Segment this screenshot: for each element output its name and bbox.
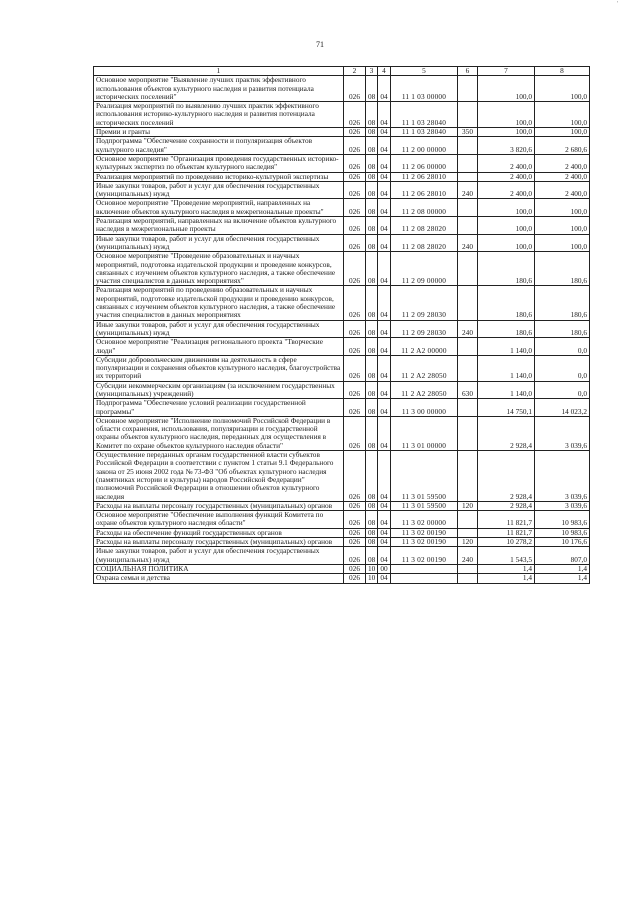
row-rz: 08 [366,355,378,381]
row-csr: 11 3 00 00000 [391,399,458,417]
row-pr: 04 [378,286,391,320]
header-col-year1: 7 [478,67,535,76]
row-csr: 11 3 02 00190 [391,538,458,547]
row-amount-year2: 180,6 [535,286,590,320]
row-amount-year2: 180,6 [535,320,590,338]
row-vr: 120 [458,501,478,510]
row-vr [458,199,478,217]
row-amount-year2: 807,0 [535,547,590,565]
row-amount-year1: 1 140,0 [478,381,535,399]
row-name: Реализация мероприятий по проведению историко-культурной экспертизы [94,172,344,181]
row-name: Подпрограмма "Обеспечение условий реализации государственной программы" [94,399,344,417]
row-vr [458,154,478,172]
header-col-pr: 4 [378,67,391,76]
row-vr [458,252,478,286]
row-rz: 08 [366,199,378,217]
row-csr: 11 2 A2 00000 [391,338,458,356]
row-grbs: 026 [344,154,366,172]
row-csr: 11 2 A2 28050 [391,381,458,399]
row-grbs: 026 [344,234,366,252]
row-grbs: 026 [344,217,366,235]
row-csr [391,574,458,583]
row-name: Охрана семьи и детства [94,574,344,583]
row-rz: 08 [366,286,378,320]
row-grbs: 026 [344,511,366,529]
row-amount-year1: 1 543,5 [478,547,535,565]
row-pr: 04 [378,234,391,252]
row-pr: 04 [378,252,391,286]
row-rz: 08 [366,501,378,510]
row-pr: 04 [378,355,391,381]
row-grbs: 026 [344,137,366,155]
row-amount-year1: 100,0 [478,128,535,137]
table-row [94,137,590,155]
row-csr: 11 1 03 28040 [391,128,458,137]
row-amount-year1: 14 750,1 [478,399,535,417]
row-amount-year1: 2 400,0 [478,172,535,181]
row-rz: 08 [366,217,378,235]
row-grbs: 026 [344,416,366,450]
row-amount-year2: 2 680,6 [535,137,590,155]
row-amount-year2: 3 039,6 [535,416,590,450]
row-csr: 11 2 09 00000 [391,252,458,286]
row-amount-year2: 0,0 [535,338,590,356]
row-name: Основное мероприятие "Исполнение полномочий Российской Федерации в области сохранения, использования, популяризации и государственной охраны объектов культурного наследия, переданных для осуществления в Комитет по охране объектов культурного наследия области" [94,416,344,450]
header-col-year2: 8 [535,67,590,76]
row-grbs: 026 [344,102,366,128]
row-pr: 04 [378,574,391,583]
row-pr: 04 [378,501,391,510]
row-vr: 240 [458,547,478,565]
row-name: Основное мероприятие "Проведение образовательных и научных мероприятий, подготовка издательской продукции и проведение конкурсов, связанных с изучением объектов культурного наследия, а также обеспечение участия специалистов в данных мероприятиях" [94,252,344,286]
row-vr [458,76,478,102]
row-pr: 04 [378,416,391,450]
row-rz: 08 [366,528,378,537]
row-rz: 08 [366,511,378,529]
row-amount-year1: 3 820,6 [478,137,535,155]
row-amount-year1: 2 400,0 [478,181,535,199]
row-pr: 04 [378,199,391,217]
row-vr: 240 [458,234,478,252]
row-grbs: 026 [344,320,366,338]
row-grbs: 026 [344,547,366,565]
row-csr: 11 2 08 28020 [391,234,458,252]
row-amount-year1: 11 821,7 [478,528,535,537]
row-amount-year2: 2 400,0 [535,154,590,172]
table-row [94,451,590,502]
row-amount-year1: 2 928,4 [478,416,535,450]
row-rz: 08 [366,76,378,102]
table-row [94,76,590,102]
row-amount-year2: 2 400,0 [535,181,590,199]
row-csr: 11 2 06 00000 [391,154,458,172]
table-row [94,199,590,217]
row-rz: 08 [366,547,378,565]
row-rz: 08 [366,538,378,547]
row-name: Основное мероприятие "Выявление лучших практик эффективного использования объектов культурного наследия и развития потенциала исторических поселений" [94,76,344,102]
row-amount-year2: 100,0 [535,217,590,235]
row-grbs: 026 [344,381,366,399]
row-grbs: 026 [344,538,366,547]
row-grbs: 026 [344,338,366,356]
row-csr: 11 1 03 00000 [391,76,458,102]
row-amount-year1: 180,6 [478,252,535,286]
row-vr [458,338,478,356]
table-row [94,320,590,338]
row-amount-year1: 10 278,2 [478,538,535,547]
row-grbs: 026 [344,76,366,102]
row-name: Расходы на выплаты персоналу государственных (муниципальных) органов [94,501,344,510]
row-grbs: 026 [344,252,366,286]
row-amount-year2: 100,0 [535,76,590,102]
table-row [94,564,590,573]
row-amount-year2: 0,0 [535,381,590,399]
header-row [94,67,590,76]
row-rz: 08 [366,234,378,252]
row-amount-year2: 100,0 [535,102,590,128]
row-amount-year1: 180,6 [478,320,535,338]
row-pr: 04 [378,511,391,529]
row-name: Субсидии некоммерческим организациям (за исключением государственных (муниципальных) учреждений) [94,381,344,399]
table-row [94,252,590,286]
row-csr: 11 2 08 00000 [391,199,458,217]
row-amount-year1: 1 140,0 [478,338,535,356]
row-vr [458,217,478,235]
row-name: Реализация мероприятий, направленных на включение объектов культурного наследия в межрегиональные проекты [94,217,344,235]
row-vr: 240 [458,181,478,199]
row-name: Основное мероприятие "Организация проведения государственных историко-культурных экспертиз по объектам культурного наследия" [94,154,344,172]
row-vr: 240 [458,320,478,338]
row-pr: 04 [378,451,391,502]
row-pr: 04 [378,154,391,172]
row-name: Основное мероприятие "Реализация регионального проекта "Творческие люди" [94,338,344,356]
row-pr: 04 [378,338,391,356]
row-amount-year1: 2 928,4 [478,451,535,502]
row-grbs: 026 [344,286,366,320]
row-amount-year2: 1,4 [535,564,590,573]
row-name: Иные закупки товаров, работ и услуг для обеспечения государственных (муниципальных) нужд [94,181,344,199]
row-vr [458,137,478,155]
row-rz: 08 [366,154,378,172]
row-grbs: 026 [344,528,366,537]
table-row [94,416,590,450]
row-grbs: 026 [344,355,366,381]
row-pr: 04 [378,137,391,155]
row-amount-year1: 11 821,7 [478,511,535,529]
row-amount-year2: 14 023,2 [535,399,590,417]
row-vr [458,511,478,529]
row-amount-year1: 2 400,0 [478,154,535,172]
row-pr: 04 [378,181,391,199]
row-grbs: 026 [344,399,366,417]
row-rz: 08 [366,181,378,199]
row-name: Реализация мероприятий по проведению образовательных и научных мероприятий, подготовке издательской продукции и проведению конкурсов, связанных с изучением объектов культурного наследия, а также обеспечение участия специалистов в данных мероприятиях [94,286,344,320]
row-vr [458,564,478,573]
table-row [94,217,590,235]
row-amount-year2: 100,0 [535,128,590,137]
row-name: Осуществление переданных органам государственной власти субъектов Российской Федерации в соответствии с пунктом 1 статьи 9.1 Федерального закона от 25 июня 2002 года № 73-ФЗ "Об объектах культурного наследия (памятниках истории и культуры) народов Российской Федерации" полномочий Российской Федерации в отношении объектов культурного наследия [94,451,344,502]
row-rz: 08 [366,137,378,155]
row-name: Субсидии добровольческим движениям на деятельность в сфере популяризации и сохранения объектов культурного наследия, благоустройства их территорий [94,355,344,381]
row-name: Расходы на выплаты персоналу государственных (муниципальных) органов [94,538,344,547]
row-vr [458,172,478,181]
row-rz: 08 [366,102,378,128]
row-amount-year1: 1 140,0 [478,355,535,381]
row-pr: 00 [378,564,391,573]
row-pr: 04 [378,538,391,547]
row-name: Подпрограмма "Обеспечение сохранности и популяризация объектов культурного наследия" [94,137,344,155]
row-csr [391,564,458,573]
row-amount-year1: 1,4 [478,564,535,573]
row-rz: 08 [366,451,378,502]
row-name: Основное мероприятие "Проведение мероприятий, направленных на включение объектов культурного наследия в межрегиональные проекты" [94,199,344,217]
row-grbs: 026 [344,564,366,573]
row-csr: 11 2 09 28030 [391,320,458,338]
row-rz: 10 [366,574,378,583]
row-vr [458,286,478,320]
row-rz: 08 [366,320,378,338]
row-pr: 04 [378,399,391,417]
table-row [94,501,590,510]
row-csr: 11 3 02 00190 [391,547,458,565]
row-csr: 11 2 06 28010 [391,172,458,181]
row-vr [458,102,478,128]
row-vr: 630 [458,381,478,399]
table-row [94,286,590,320]
table-row [94,338,590,356]
row-name: Расходы на обеспечение функций государственных органов [94,528,344,537]
header-col-csr: 5 [391,67,458,76]
table-row [94,172,590,181]
row-rz: 08 [366,399,378,417]
row-rz: 08 [366,252,378,286]
row-vr [458,451,478,502]
row-pr: 04 [378,217,391,235]
row-grbs: 026 [344,501,366,510]
row-grbs: 026 [344,451,366,502]
row-amount-year1: 2 928,4 [478,501,535,510]
row-amount-year2: 3 039,6 [535,451,590,502]
row-rz: 08 [366,128,378,137]
row-pr: 04 [378,547,391,565]
row-name: Иные закупки товаров, работ и услуг для обеспечения государственных (муниципальных) нужд [94,547,344,565]
row-amount-year2: 180,6 [535,252,590,286]
page-number: 71 [316,40,324,49]
table-row [94,234,590,252]
row-csr: 11 2 00 00000 [391,137,458,155]
row-pr: 04 [378,320,391,338]
budget-table [93,66,590,584]
table-row [94,528,590,537]
row-csr: 11 3 01 00000 [391,416,458,450]
row-csr: 11 3 01 59500 [391,501,458,510]
header-col-vr: 6 [458,67,478,76]
row-pr: 04 [378,102,391,128]
row-rz: 10 [366,564,378,573]
table-row [94,399,590,417]
row-csr: 11 2 06 28010 [391,181,458,199]
row-vr: 350 [458,128,478,137]
row-csr: 11 2 08 28020 [391,217,458,235]
row-amount-year1: 1,4 [478,574,535,583]
row-vr [458,574,478,583]
row-name: Основное мероприятие "Обеспечение выполнения функций Комитета по охране объектов культурного наследия области" [94,511,344,529]
row-csr: 11 2 A2 28050 [391,355,458,381]
table-row [94,538,590,547]
row-pr: 04 [378,381,391,399]
row-vr [458,355,478,381]
row-vr [458,416,478,450]
row-pr: 04 [378,528,391,537]
row-vr: 120 [458,538,478,547]
row-pr: 04 [378,128,391,137]
row-vr [458,528,478,537]
row-amount-year1: 100,0 [478,234,535,252]
row-name: Иные закупки товаров, работ и услуг для обеспечения государственных (муниципальных) нужд [94,320,344,338]
table-row [94,355,590,381]
row-vr [458,399,478,417]
row-amount-year1: 100,0 [478,76,535,102]
row-amount-year2: 10 983,6 [535,528,590,537]
row-pr: 04 [378,76,391,102]
row-rz: 08 [366,172,378,181]
table-row [94,154,590,172]
corner-mark: ' [616,0,618,8]
row-amount-year2: 0,0 [535,355,590,381]
table-row [94,574,590,583]
header-col-grbs: 2 [344,67,366,76]
row-grbs: 026 [344,172,366,181]
row-amount-year2: 2 400,0 [535,172,590,181]
row-grbs: 026 [344,199,366,217]
row-csr: 11 2 09 28030 [391,286,458,320]
row-grbs: 026 [344,574,366,583]
row-amount-year2: 3 039,6 [535,501,590,510]
row-grbs: 026 [344,181,366,199]
row-amount-year2: 100,0 [535,199,590,217]
table-row [94,381,590,399]
row-grbs: 026 [344,128,366,137]
table-row [94,181,590,199]
row-name: Иные закупки товаров, работ и услуг для обеспечения государственных (муниципальных) нужд [94,234,344,252]
row-amount-year1: 100,0 [478,102,535,128]
table-row [94,547,590,565]
row-amount-year2: 10 983,6 [535,511,590,529]
row-csr: 11 3 02 00190 [391,528,458,537]
table-row [94,102,590,128]
row-amount-year1: 100,0 [478,199,535,217]
row-csr: 11 3 02 00000 [391,511,458,529]
row-pr: 04 [378,172,391,181]
row-name: СОЦИАЛЬНАЯ ПОЛИТИКА [94,564,344,573]
row-amount-year2: 1,4 [535,574,590,583]
row-amount-year1: 100,0 [478,217,535,235]
row-amount-year2: 10 176,6 [535,538,590,547]
row-amount-year1: 180,6 [478,286,535,320]
row-name: Реализация мероприятий по выявлению лучших практик эффективного использования историко-культурного наследия и развития потенциала исторических поселений [94,102,344,128]
table-row [94,128,590,137]
table-row [94,511,590,529]
row-name: Премии и гранты [94,128,344,137]
row-csr: 11 3 01 59500 [391,451,458,502]
row-amount-year2: 100,0 [535,234,590,252]
row-csr: 11 1 03 28040 [391,102,458,128]
header-col-rz: 3 [366,67,378,76]
row-rz: 08 [366,381,378,399]
header-col-name: 1 [94,67,344,76]
row-rz: 08 [366,416,378,450]
row-rz: 08 [366,338,378,356]
